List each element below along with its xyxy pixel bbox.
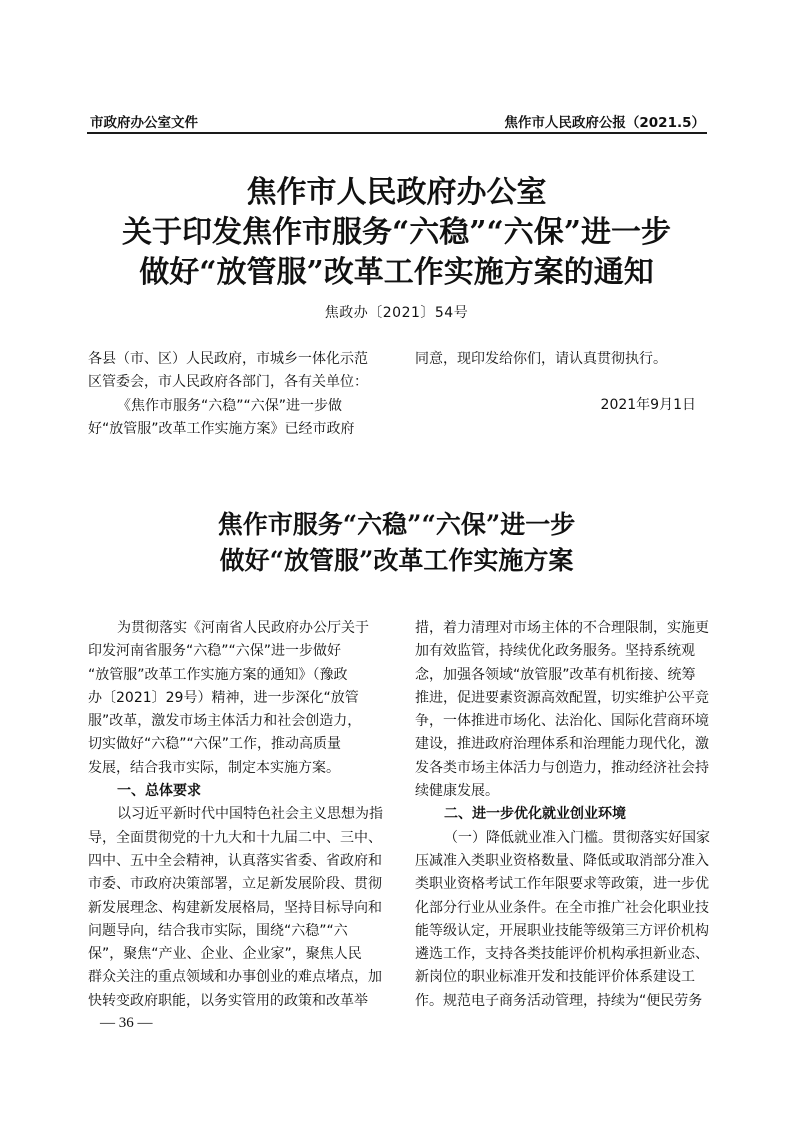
body-text-line: 发展，结合我市实际，制定本实施方案。 [88, 759, 340, 776]
body-text-line: 市委、市政府决策部署，立足新发展阶段、贯彻 [88, 876, 382, 893]
body-text-line: 新发展理念、构建新发展格局，坚持目标导向和 [88, 899, 382, 916]
body-text-line: 发各类市场主体活力与创造力，推动经济社会持 [415, 759, 709, 776]
header-section-label: 市政府办公室文件 [90, 115, 198, 131]
notice-right-column [415, 348, 710, 418]
document-number: 焦政办〔2021〕54号 [324, 305, 469, 321]
notice-paragraph-line: 《焦作市服务“六稳”“六保”进一步做 [117, 397, 343, 414]
page-number: — 36 — [100, 1015, 153, 1031]
body-text-line: 保”，聚焦“产业、企业、企业家”，聚焦人民 [88, 946, 362, 963]
body-text-line: 群众关注的重点领域和办事创业的难点堵点，加 [88, 969, 382, 986]
plan-title-line: 焦作市服务“六稳”“六保”进一步 [217, 510, 576, 539]
body-text-line: 以习近平新时代中国特色社会主义思想为指 [117, 806, 383, 823]
running-header [87, 108, 707, 134]
body-text-line: 化部分行业从业条件。在全市推广社会化职业技 [415, 899, 709, 916]
body-text-line: 推进，促进要素资源高效配置，切实维护公平竞 [415, 689, 709, 706]
body-text-line: 印发河南省服务“六稳”“六保”进一步做好 [88, 643, 342, 660]
body-text-line: 争，一体推进市场化、法治化、国际化营商环境 [415, 713, 709, 730]
body-text-line: 新岗位的职业标准开发和技能评价体系建设工 [415, 969, 695, 986]
notice-paragraph-line: 同意，现印发给你们，请认真贯彻执行。 [415, 351, 667, 367]
body-text-line: 导，全面贯彻党的十九大和十九届二中、三中、 [88, 829, 382, 846]
plan-title-line: 做好“放管服”改革工作实施方案 [219, 546, 574, 575]
body-text-line: 问题导向，结合我市实际，围绕“六稳”“六 [88, 922, 348, 939]
body-text-line: 快转变政府职能，以务实管用的政策和改革举 [88, 992, 368, 1009]
notice-title-line: 焦作市人民政府办公室 [246, 175, 547, 210]
plan-left-column [88, 617, 398, 1013]
section-heading: 一、总体要求 [117, 783, 201, 800]
body-text-line: 建设，推进政府治理体系和治理能力现代化，激 [415, 736, 709, 753]
notice-paragraph-line: 各县（市、区）人民政府，市城乡一体化示范 [88, 351, 368, 367]
notice-paragraph-line: 好“放管服”改革工作实施方案》已经市政府 [88, 420, 355, 437]
body-text-line: 遴选工作，支持各类技能评价机构承担新业态、 [415, 946, 709, 963]
body-text-line: 措，着力清理对市场主体的不合理限制，实施更 [415, 620, 709, 636]
notice-paragraph-line: 区管委会，市人民政府各部门，各有关单位： [88, 374, 368, 391]
plan-title [0, 507, 793, 579]
body-text-line: 办〔2021〕29号）精神，进一步深化“放管 [88, 689, 359, 706]
body-text-line: 续健康发展。 [415, 783, 499, 800]
body-text-line: 压减准入类职业资格数量、降低或取消部分准入 [415, 852, 709, 869]
body-text-line: 能等级认定，开展职业技能等级第三方评价机构 [415, 922, 709, 939]
body-text-line: （一）降低就业准入门槛。贯彻落实好国家 [444, 829, 710, 846]
plan-right-column [415, 617, 715, 1013]
body-text-line: 念，加强各领域“放管服”改革有机衔接、统筹 [415, 666, 696, 683]
notice-title-line: 做好“放管服”改革工作实施方案的通知 [139, 255, 654, 290]
body-text-line: 为贯彻落实《河南省人民政府办公厅关于 [117, 620, 369, 636]
spacer [415, 371, 710, 394]
notice-title [0, 173, 793, 293]
notice-date: 2021年9月1日 [600, 397, 696, 414]
notice-title-line: 关于印发焦作市服务“六稳”“六保”进一步 [121, 215, 672, 250]
body-text-line: 服”改革，激发市场主体活力和社会创造力， [88, 713, 362, 730]
section-heading: 二、进一步优化就业创业环境 [444, 806, 626, 823]
body-text-line: 四中、五中全会精神，认真落实省委、省政府和 [88, 852, 382, 869]
body-text-line: 切实做好“六稳”“六保”工作，推动高质量 [88, 736, 342, 753]
body-text-line: 加有效监管，持续优化政务服务。坚持系统观 [415, 643, 695, 660]
notice-left-column [88, 348, 398, 441]
body-text-line: 类职业资格考试工作年限要求等政策，进一步优 [415, 876, 709, 893]
body-text-line: 作。规范电子商务活动管理，持续为“便民劳务 [415, 992, 703, 1009]
body-text-line: “放管服”改革工作实施方案的通知》（豫政 [88, 666, 348, 683]
header-publication-label: 焦作市人民政府公报（2021.5） [504, 115, 705, 131]
